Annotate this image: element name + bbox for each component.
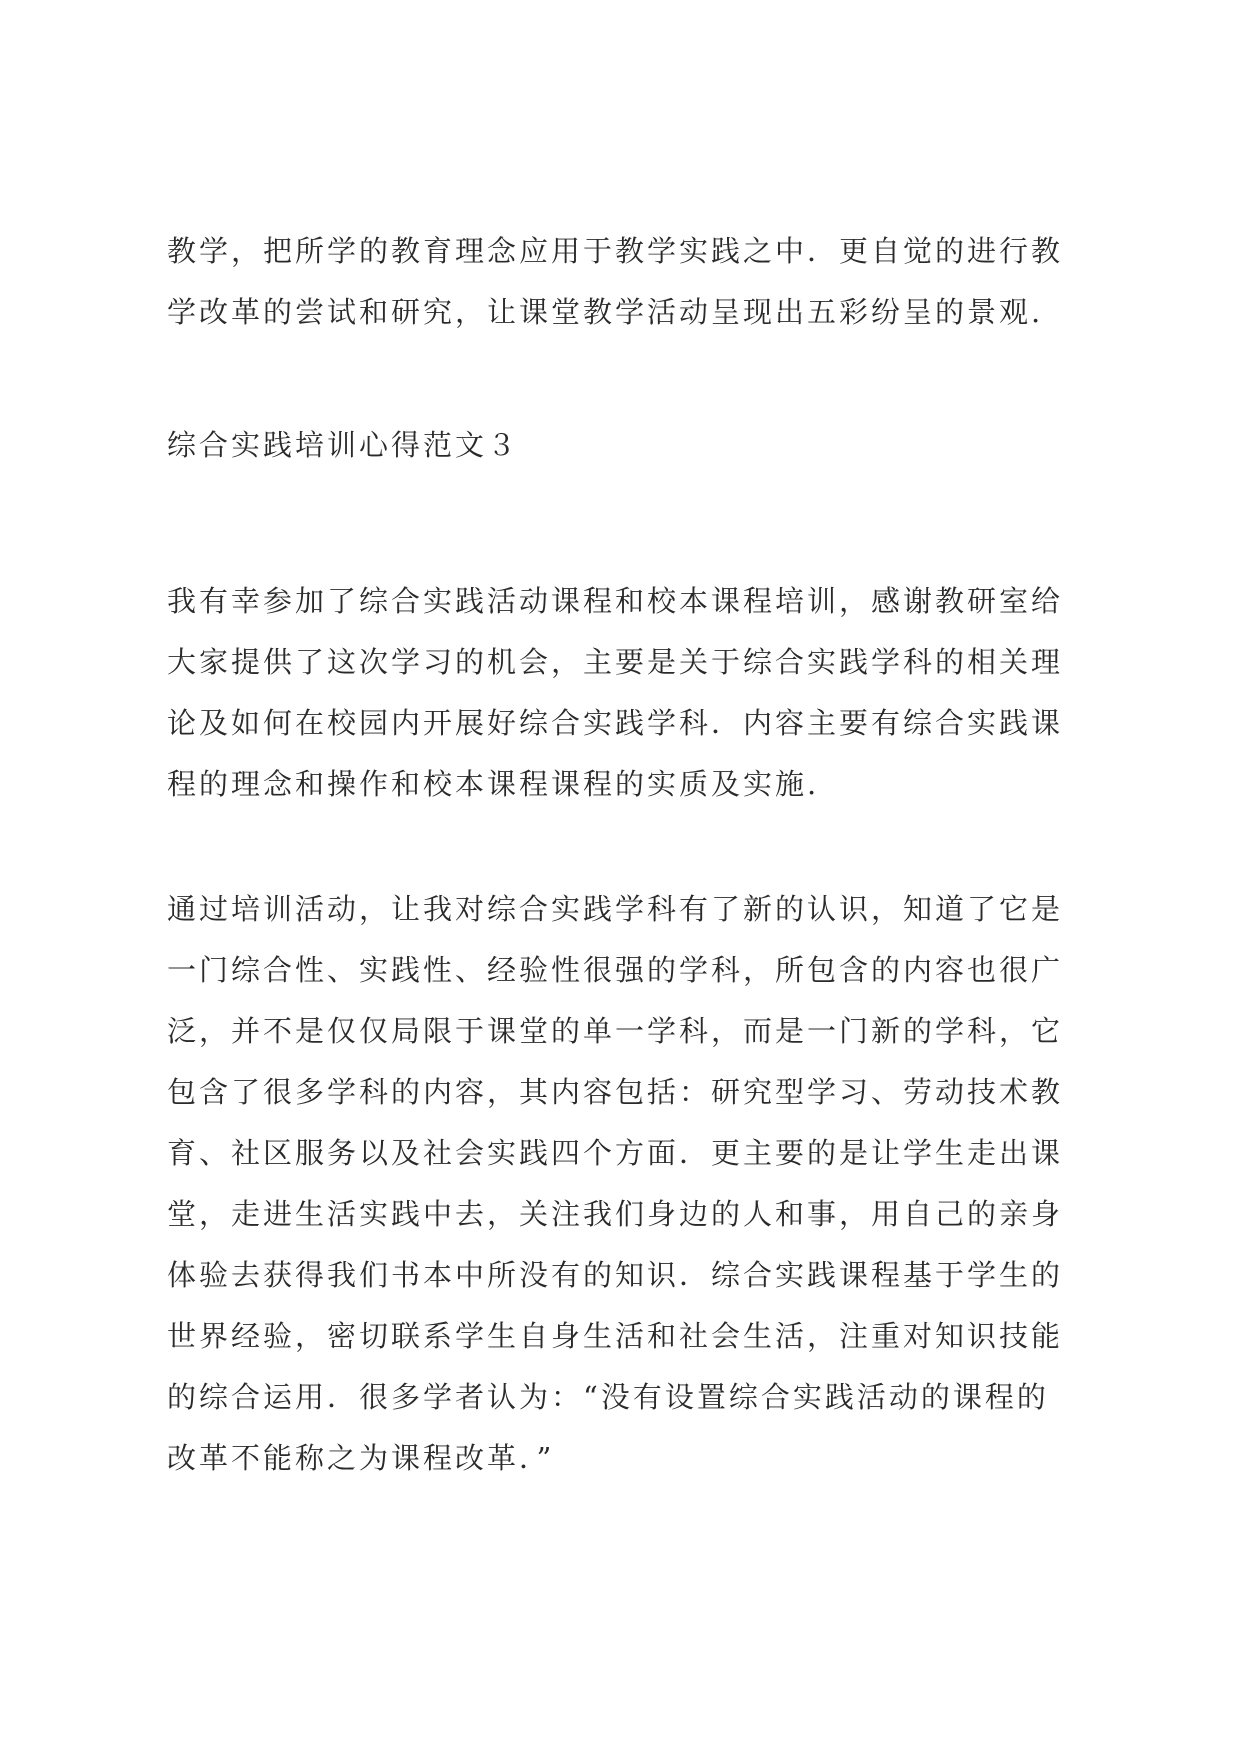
paragraph-line: 论及如何在校园内开展好综合实践学科．内容主要有综合实践课 bbox=[167, 706, 1064, 740]
paragraph-line: 通过培训活动，让我对综合实践学科有了新的认识，知道了它是 bbox=[167, 892, 1064, 926]
paragraph-line: 学改革的尝试和研究，让课堂教学活动呈现出五彩纷呈的景观. bbox=[167, 295, 1044, 329]
paragraph-line: 体验去获得我们书本中所没有的知识．综合实践课程基于学生的 bbox=[167, 1258, 1064, 1292]
paragraph-line: 世界经验，密切联系学生自身生活和社会生活，注重对知识技能 bbox=[167, 1319, 1064, 1353]
paragraph-3 bbox=[167, 879, 1063, 1489]
paragraph-line: 的综合运用．很多学者认为：“没有设置综合实践活动的课程的 bbox=[167, 1380, 1049, 1414]
paragraph-line: 改革不能称之为课程改革．” bbox=[167, 1441, 555, 1475]
paragraph-line: 程的理念和操作和校本课程课程的实质及实施. bbox=[167, 767, 820, 801]
paragraph-line: 大家提供了这次学习的机会，主要是关于综合实践学科的相关理 bbox=[167, 645, 1064, 679]
paragraph-line: 我有幸参加了综合实践活动课程和校本课程培训，感谢教研室给 bbox=[167, 584, 1064, 618]
paragraph-1 bbox=[167, 221, 1063, 343]
section-heading bbox=[167, 415, 519, 476]
paragraph-line: 包含了很多学科的内容，其内容包括：研究型学习、劳动技术教 bbox=[167, 1075, 1064, 1109]
paragraph-line: 育、社区服务以及社会实践四个方面．更主要的是让学生走出课 bbox=[167, 1136, 1064, 1170]
paragraph-line: 堂，走进生活实践中去，关注我们身边的人和事，用自己的亲身 bbox=[167, 1197, 1064, 1231]
paragraph-2 bbox=[167, 571, 1063, 815]
paragraph-line: 一门综合性、实践性、经验性很强的学科，所包含的内容也很广 bbox=[167, 953, 1064, 987]
heading-text: 综合实践培训心得范文３ bbox=[167, 428, 520, 462]
paragraph-line: 泛，并不是仅仅局限于课堂的单一学科，而是一门新的学科，它 bbox=[167, 1014, 1064, 1048]
paragraph-line: 教学，把所学的教育理念应用于教学实践之中．更自觉的进行教 bbox=[167, 234, 1064, 268]
